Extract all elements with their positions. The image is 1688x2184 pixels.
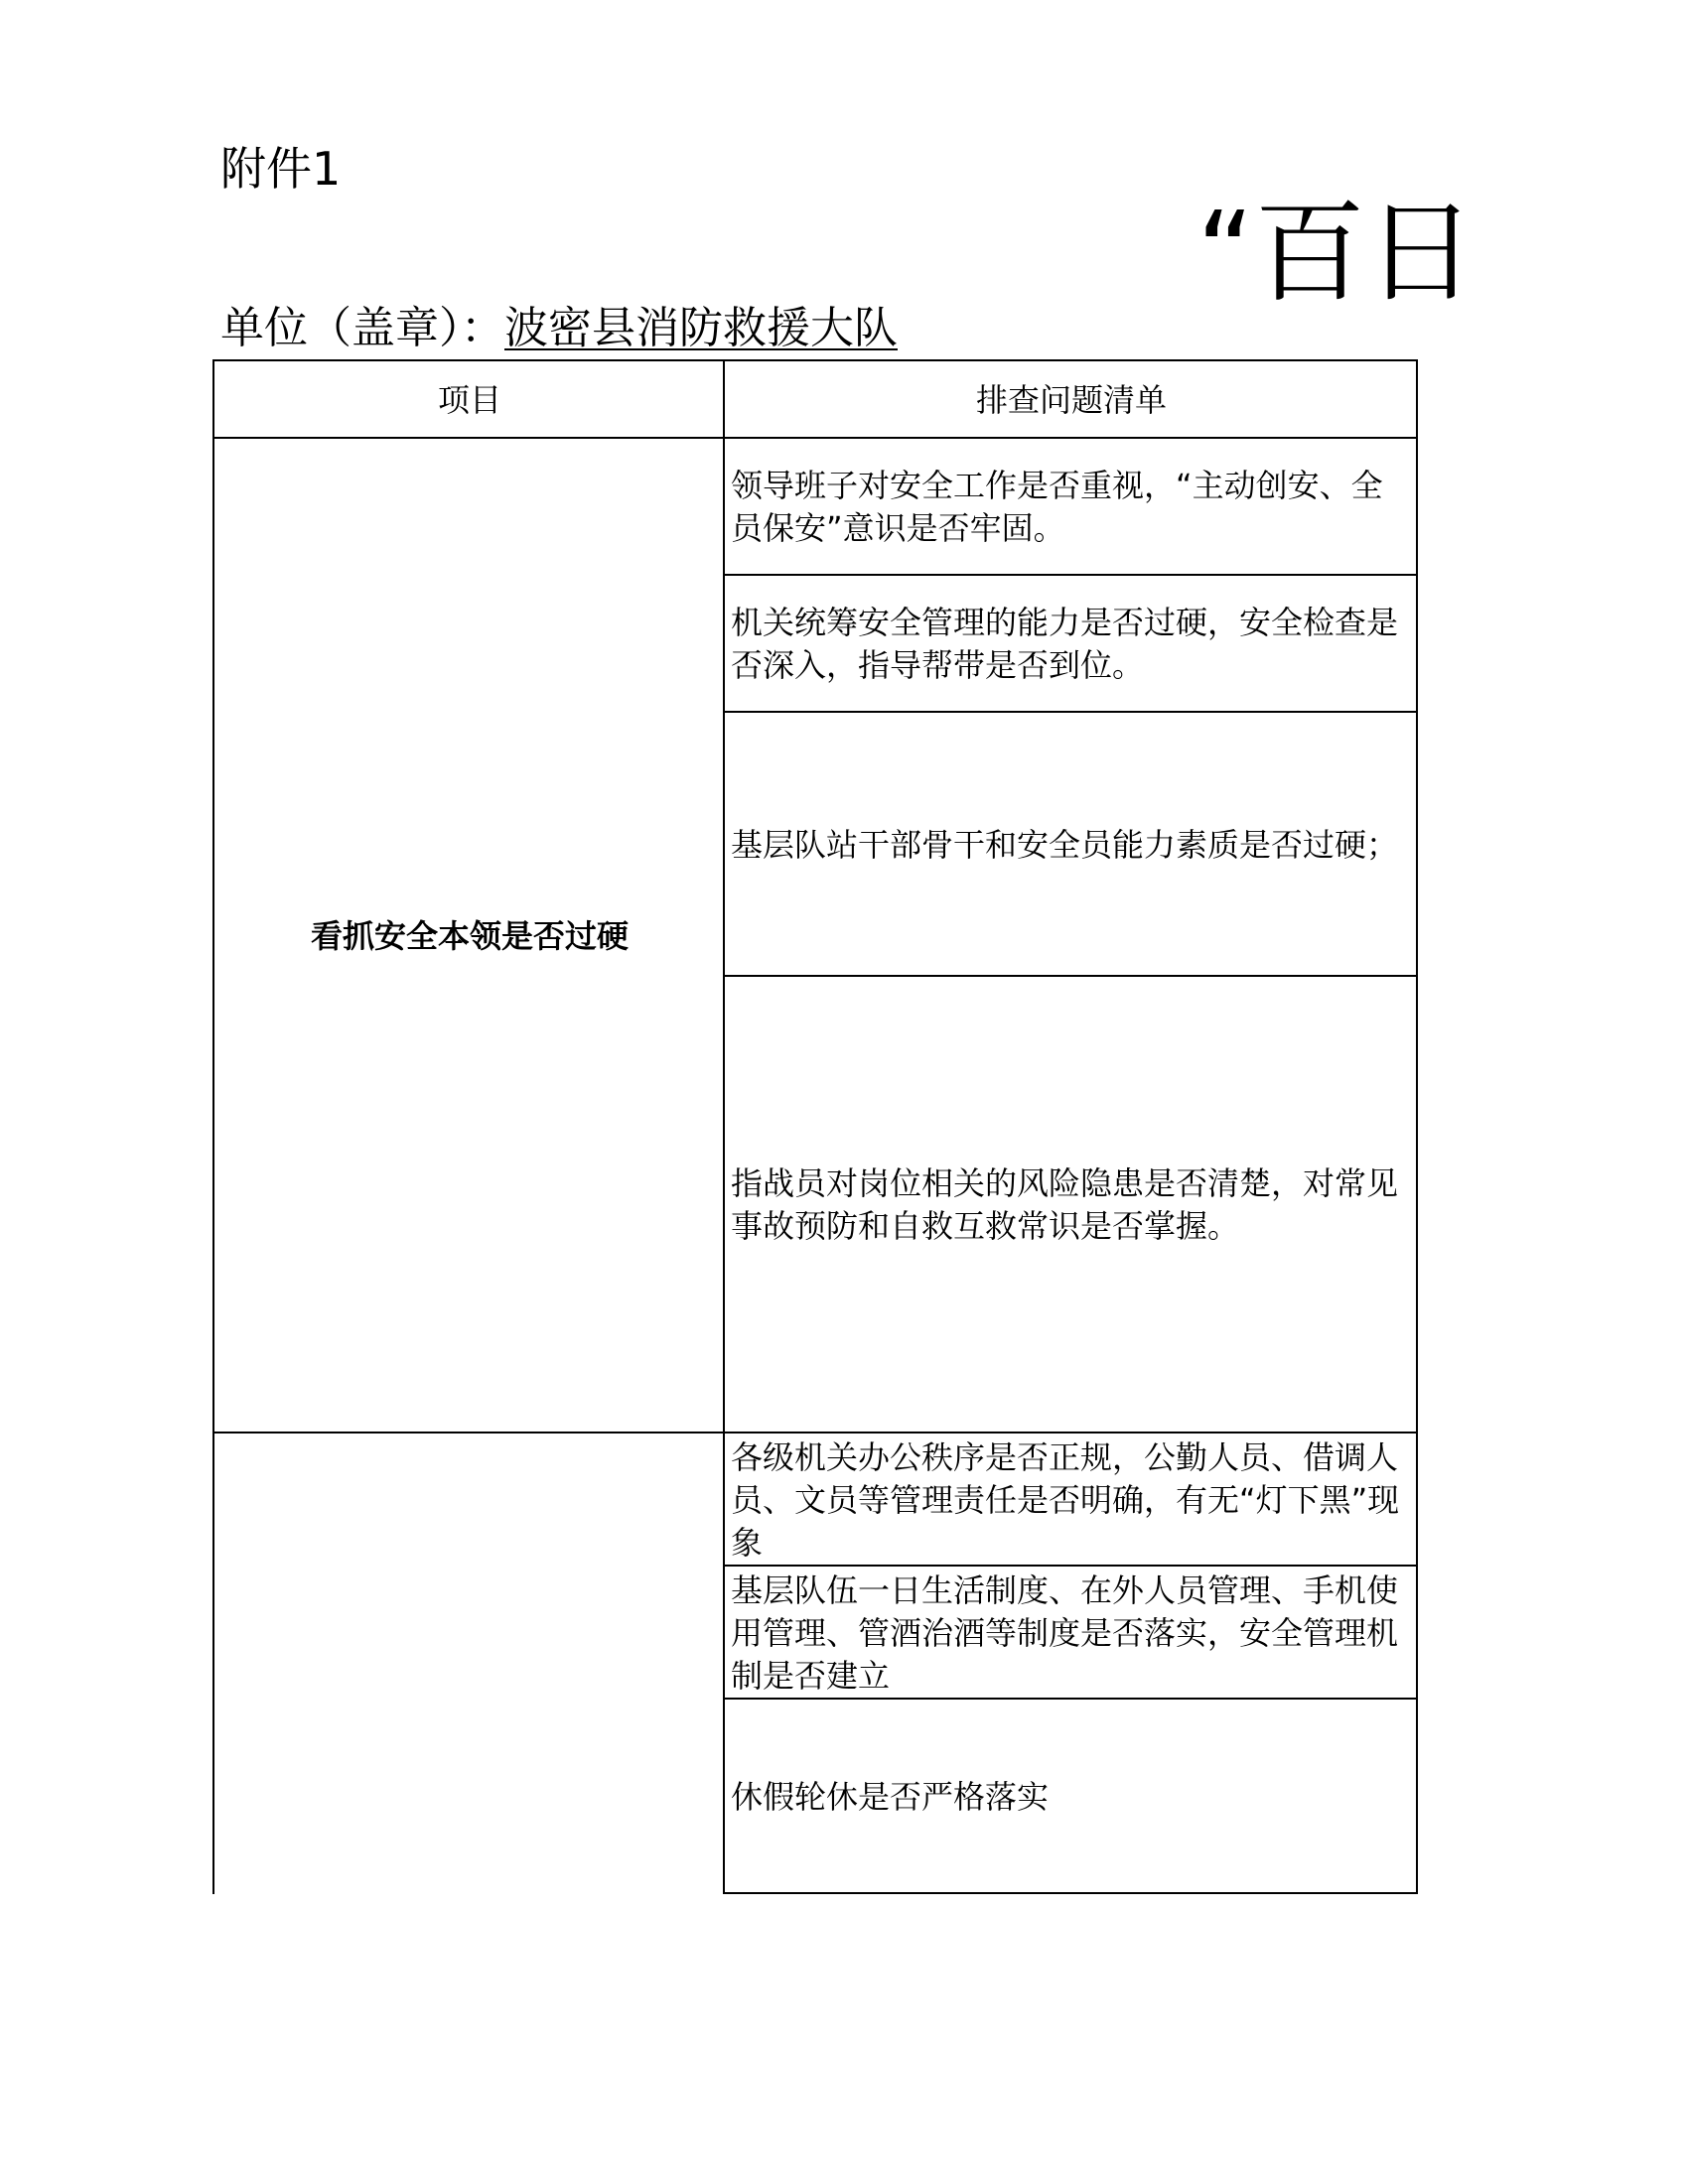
group-divider bbox=[212, 1432, 1418, 1433]
attachment-label: 附件1 bbox=[220, 142, 342, 196]
checklist-item: 各级机关办公秩序是否正规，公勤人员、借调人员、文员等管理责任是否明确，有无“灯下黑”现象 bbox=[731, 1437, 1400, 1562]
table-bottom-border bbox=[723, 1892, 1418, 1894]
row-divider bbox=[725, 1565, 1418, 1567]
header-bottom-border bbox=[212, 437, 1418, 439]
category-cell: 看抓安全本领是否过硬 bbox=[310, 916, 629, 955]
table-border-right bbox=[1416, 359, 1418, 1894]
table-border-left bbox=[212, 359, 214, 1894]
header-checklist: 排查问题清单 bbox=[975, 380, 1167, 419]
checklist-item: 领导班子对安全工作是否重视，“主动创安、全员保安”意识是否牢固。 bbox=[731, 467, 1383, 547]
checklist-item: 基层队伍一日生活制度、在外人员管理、手机使用管理、管酒治酒等制度是否落实，安全管理机制是否建立 bbox=[731, 1570, 1399, 1695]
category-cell bbox=[214, 1433, 725, 1894]
row-divider bbox=[725, 975, 1418, 977]
checklist-item: 基层队站干部骨干和安全员能力素质是否过硬； bbox=[731, 825, 1399, 864]
table-border-top bbox=[212, 359, 1418, 361]
table-divider-middle bbox=[723, 359, 725, 1894]
row-divider bbox=[725, 1698, 1418, 1700]
checklist-item: 指战员对岗位相关的风险隐患是否清楚，对常见事故预防和自救互救常识是否掌握。 bbox=[731, 1164, 1399, 1245]
unit-label: 单位（盖章）： bbox=[220, 303, 504, 353]
header-project: 项目 bbox=[437, 380, 501, 419]
checklist-item: 机关统筹安全管理的能力是否过硬，安全检查是否深入，指导帮带是否到位。 bbox=[731, 604, 1399, 684]
checklist-item: 休假轮休是否严格落实 bbox=[731, 1777, 1050, 1816]
unit-value: 波密县消防救援大队 bbox=[504, 303, 898, 353]
row-divider bbox=[725, 711, 1418, 713]
document-title-fragment: “百日 bbox=[1196, 189, 1477, 318]
row-divider bbox=[725, 574, 1418, 576]
